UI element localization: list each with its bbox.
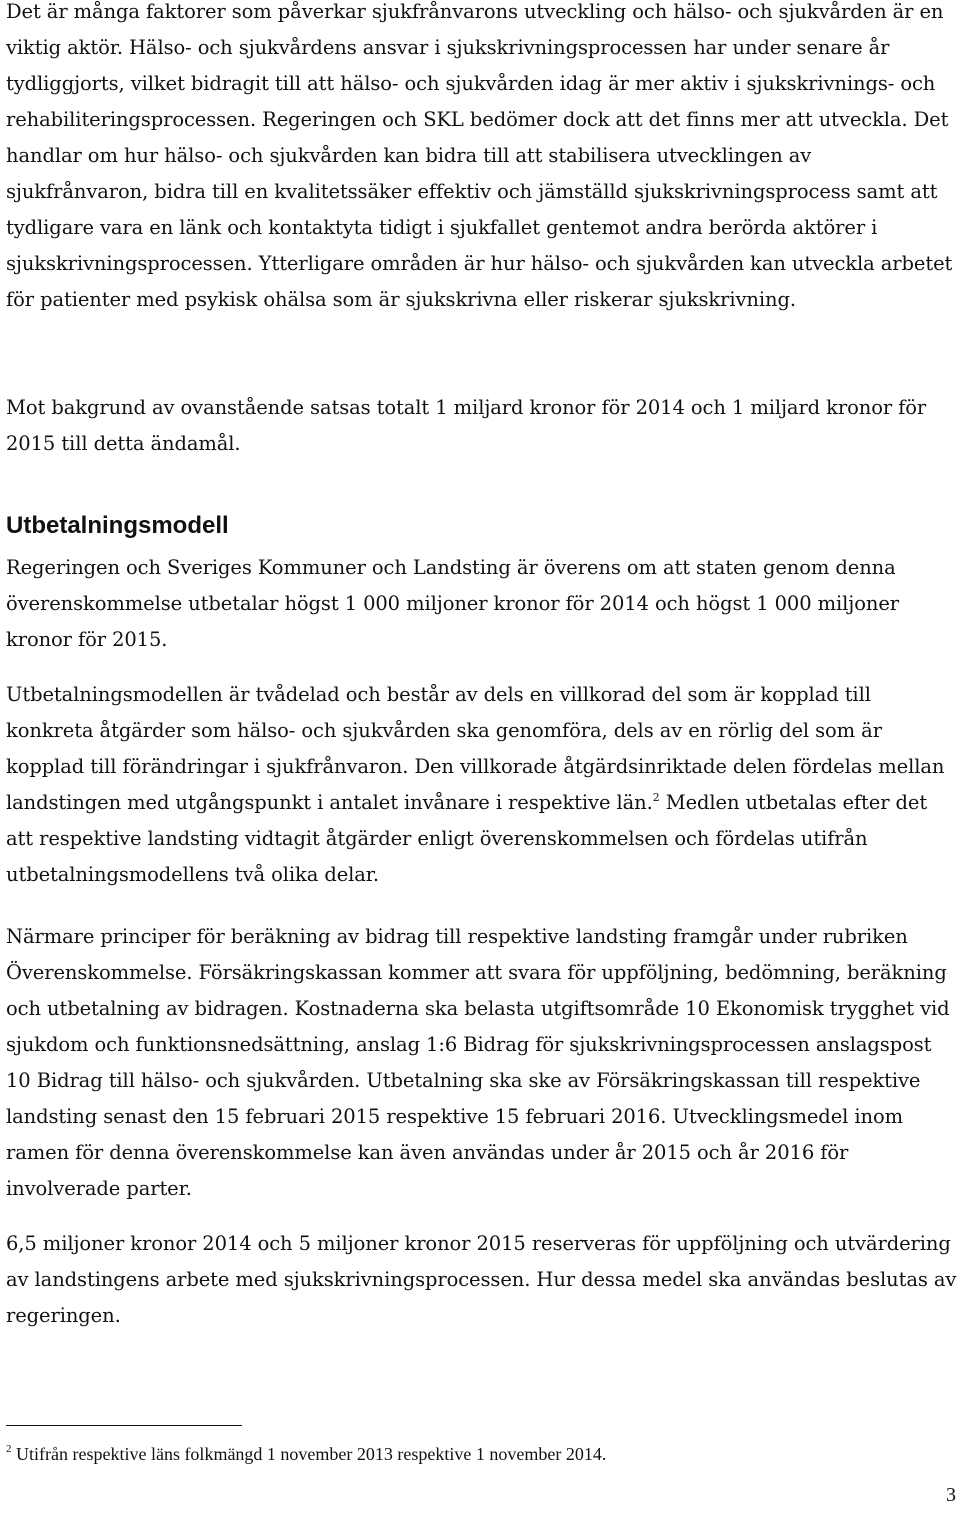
paragraph-evaluation: 6,5 miljoner kronor 2014 och 5 miljoner kronor 2015 reserveras för uppföljning och utvärdering av landstingens arbete med sjukskrivningsprocessen. Hur dessa medel ska användas beslutas av regeringen. [6, 1232, 957, 1327]
footnote [6, 1443, 606, 1465]
paragraph-funding: Mot bakgrund av ovanstående satsas totalt 1 miljard kronor för 2014 och 1 miljard kronor för 2015 till detta ändamål. [6, 396, 927, 455]
paragraph-intro: Det är många faktorer som påverkar sjukfrånvarons utveckling och hälso- och sjukvården är en viktig aktör. Hälso- och sjukvårdens ansvar i sjukskrivningsprocessen har under senare år tydliggjorts, vilket bidragit till att hälso- och sjukvården idag är mer aktiv i sjukskrivnings- och rehabiliteringsprocessen. Regeringen och SKL bedömer dock att det finns mer att utveckla. Det handlar om hur hälso- och sjukvården kan bidra till att stabilisera utvecklingen av sjukfrånvaron, bidra till en kvalitetssäker effektiv och jämställd sjukskrivningsprocess samt att tydligare vara en länk och kontaktyta tidigt i sjukfallet gentemot andra berörda aktörer i sjukskrivningsprocessen. Ytterligare områden är hur hälso- och sjukvården kan utveckla arbetet för patienter med psykisk ohälsa som är sjukskrivna eller riskerar sjukskrivning. [6, 0, 953, 311]
paragraph-agreement: Regeringen och Sveriges Kommuner och Landsting är överens om att staten genom denna överenskommelse utbetalar högst 1 000 miljoner kronor för 2014 och högst 1 000 miljoner kronor för 2015. [6, 556, 899, 651]
page-number: 3 [946, 1484, 956, 1506]
paragraph-payment-model [6, 677, 958, 893]
footnote-reference[interactable]: 2 [652, 791, 660, 804]
paragraph-principles: Närmare principer för beräkning av bidrag till respektive landsting framgår under rubriken Överenskommelse. Försäkringskassan kommer att svara för uppföljning, bedömning, beräkning och utbetalning av bidragen. Kostnaderna ska belasta utgiftsområde 10 Ekonomisk trygghet vid sjukdom och funktionsnedsättning, anslag 1:6 Bidrag för sjukskrivningsprocessen anslagspost 10 Bidrag till hälso- och sjukvården. Utbetalning ska ske av Försäkringskassan till respektive landsting senast den 15 februari 2015 respektive 15 februari 2016. Utvecklingsmedel inom ramen för denna överenskommelse kan även användas under år 2015 och år 2016 för involverade parter. [6, 925, 950, 1200]
footnote-divider [6, 1425, 242, 1426]
footnote-number: 2 [6, 1443, 12, 1455]
section-heading: Utbetalningsmodell [6, 512, 229, 539]
footnote-text: Utifrån respektive läns folkmängd 1 november 2013 respektive 1 november 2014. [11, 1444, 607, 1464]
payment-model-text-part1: Utbetalningsmodellen är tvådelad och består av dels en villkorad del som är kopplad till konkreta åtgärder som hälso- och sjukvården ska genomföra, dels av en rörlig del som är kopplad till förändringar i sjukfrånvaron. Den villkorade åtgärdsinriktade delen fördelas mellan landstingen med utgångspunkt i antalet invånare i respektive län. [6, 683, 945, 814]
payment-model-text-part2: Medlen utbetalas efter det att respektive landsting vidtagit åtgärder enligt överenskommelsen och fördelas utifrån utbetalningsmodellens två olika delar. [6, 791, 928, 886]
